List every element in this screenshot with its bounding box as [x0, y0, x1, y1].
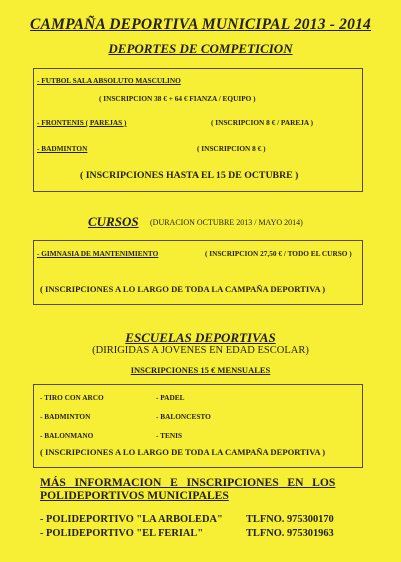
escuela-item-left-2: - BADMINTON: [40, 412, 91, 421]
cursos-heading: CURSOS: [88, 214, 139, 229]
escuela-item-right-3: - TENIS: [156, 431, 183, 440]
info-text: [40, 476, 335, 502]
escuelas-subheading: (DIRIGIDAS A JOVENES EN EDAD ESCOLAR): [92, 345, 309, 356]
badminton-price: ( INSCRIPCION 8 € ): [197, 144, 266, 153]
futbol-label: - FUTBOL SALA ABSOLUTO MASCULINO: [37, 76, 181, 85]
escuela-item-left-1: - TIRO CON ARCO: [40, 393, 104, 402]
cursos-note: ( INSCRIPCIONES A LO LARGO DE TODA LA CAMPAÑA DEPORTIVA ): [40, 284, 326, 294]
info-line-2: POLIDEPORTIVOS MUNICIPALES: [40, 489, 229, 502]
badminton-label: - BADMINTON: [37, 144, 88, 153]
escuelas-inscripciones: INSCRIPCIONES 15 € MENSUALES: [130, 365, 271, 375]
escuela-item-right-1: - PADEL: [156, 393, 185, 402]
info-line-1: MÁS INFORMACION E INSCRIPCIONES EN LOS: [40, 476, 336, 489]
escuelas-note: ( INSCRIPCIONES A LO LARGO DE TODA LA CAMPAÑA DEPORTIVA ): [40, 447, 326, 457]
gimnasia-price: ( INSCRIPCION 27,50 € / TODO EL CURSO ): [205, 249, 352, 258]
polideportivo-2-name: - POLIDEPORTIVO "EL FERIAL": [40, 528, 204, 539]
cursos-duration: (DURACION OCTUBRE 2013 / MAYO 2014): [150, 218, 303, 227]
polideportivo-2-phone: TLFNO. 975301963: [246, 528, 334, 539]
escuela-item-left-3: - BALONMANO: [40, 431, 94, 440]
escuelas-heading: ESCUELAS DEPORTIVAS: [125, 330, 276, 345]
frontenis-label: - FRONTENIS ( PAREJAS ): [37, 118, 127, 127]
gimnasia-label: - GIMNASIA DE MANTENIMIENTO: [37, 249, 159, 258]
escuela-item-right-2: - BALONCESTO: [156, 412, 211, 421]
competicion-deadline: ( INSCRIPCIONES HASTA EL 15 DE OCTUBRE ): [80, 170, 299, 181]
futbol-price: ( INSCRIPCION 38 € + 64 € FIANZA / EQUIPO ): [99, 94, 256, 103]
competicion-heading: DEPORTES DE COMPETICION: [108, 41, 293, 56]
page-title: CAMPAÑA DEPORTIVA MUNICIPAL 2013 - 2014: [30, 16, 371, 33]
polideportivo-1-name: - POLIDEPORTIVO "LA ARBOLEDA": [40, 514, 223, 525]
polideportivo-1-phone: TLFNO. 975300170: [246, 514, 334, 525]
frontenis-price: ( INSCRIPCION 8 € / PAREJA ): [211, 118, 314, 127]
